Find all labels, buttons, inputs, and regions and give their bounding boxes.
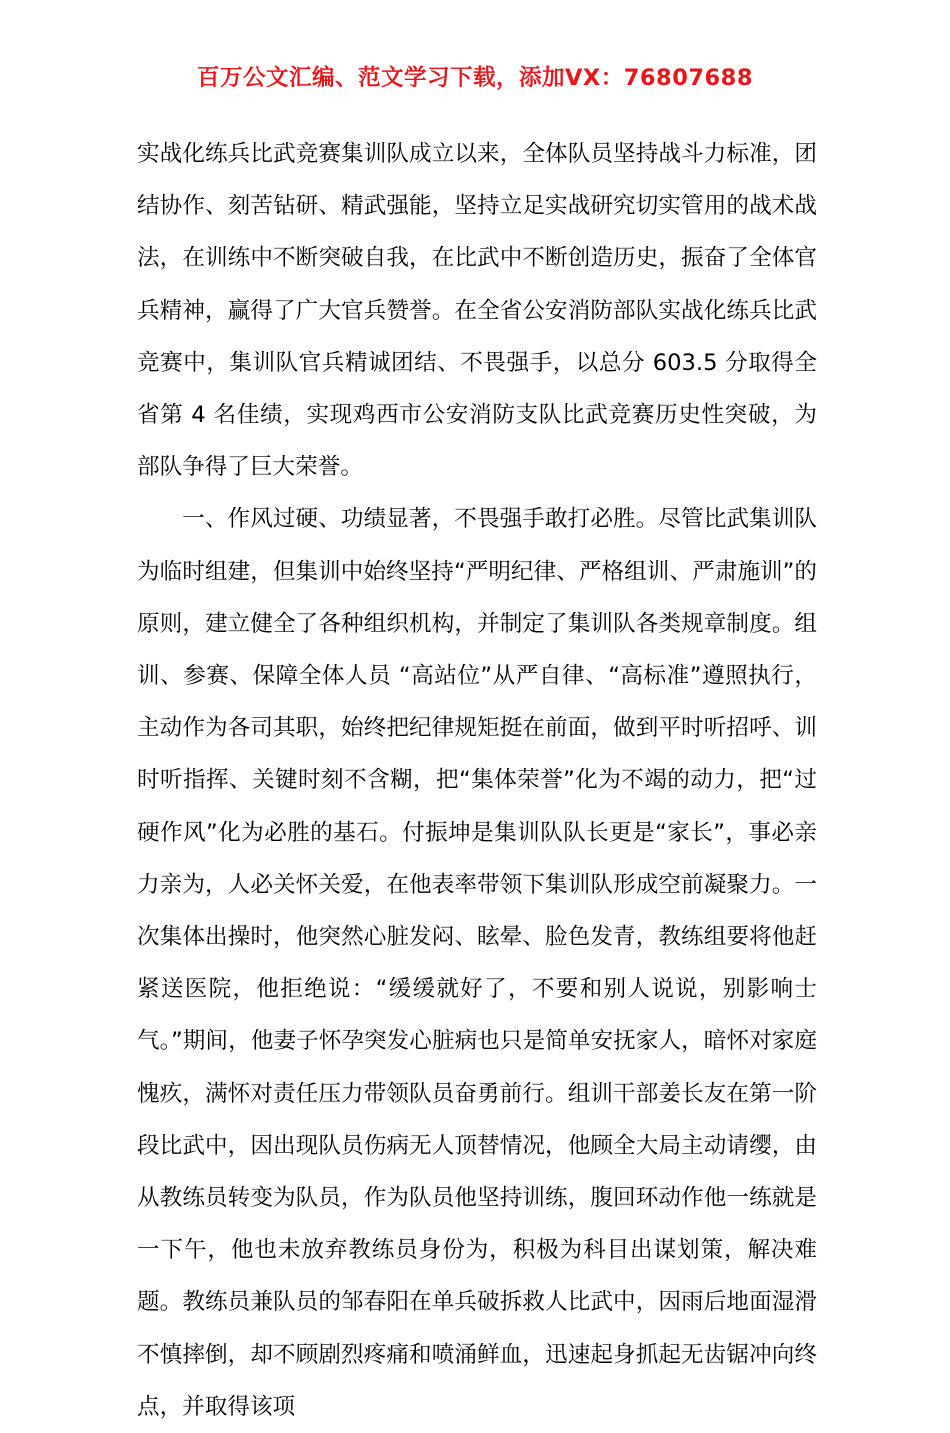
paragraph-2: 一、作风过硬、功绩显著，不畏强手敢打必胜。尽管比武集训队为临时组建，但集训中始终坚持“严明纪律、严格组训、严肃施训”的原则，建立健全了各种组织机构，并制定了集训队各类规章制度。组训、参赛、保障全体人员 “高站位”从严自律、“高标准”遵照执行，主动作为各司其职，始终把纪律规矩挺在前面，做到平时听招呼、训时听指挥、关键时刻不含糊，把“集体荣誉”化为不竭的动力，把“过硬作风”化为必胜的基石。付振坤是集训队队长更是“家长”，事必亲力亲为，人必关怀关爱，在他表率带领下集训队形成空前凝聚力。一次集体出操时，他突然心脏发闷、眩晕、脸色发青，教练组要将他赶紧送医院，他拒绝说：“缓缓就好了，不要和别人说说，别影响士气。”期间，他妻子怀孕突发心脏病也只是简单安抚家人，暗怀对家庭愧疚，满怀对责任压力带领队员奋勇前行。组训干部姜长友在第一阶段比武中，因出现队员伤病无人顶替情况，他顾全大局主动请缨，由从教练员转变为队员，作为队员他坚持训练，腹回环动作他一练就是一下午，他也未放弃教练员身份为，积极为科目出谋划策，解决难题。教练员兼队员的邹春阳在单兵破拆救人比武中，因雨后地面湿滑不慎摔倒，却不顾剧烈疼痛和喷涌鲜血，迅速起身抓起无齿锯冲向终点，并取得该项 [137,506,817,1420]
document-body [137,128,817,1433]
paragraph-1: 实战化练兵比武竞赛集训队成立以来，全体队员坚持战斗力标准，团结协作、刻苦钻研、精武强能，坚持立足实战研究切实管用的战术战法，在训练中不断突破自我，在比武中不断创造历史，振奋了全体官兵精神，赢得了广大官兵赞誉。在全省公安消防部队实战化练兵比武竞赛中，集训队官兵精诚团结、不畏强手，以总分 603.5 分取得全省第 4 名佳绩，实现鸡西市公安消防支队比武竞赛历史性突破，为部队争得了巨大荣誉。 [137,141,817,481]
promo-banner: 百万公文汇编、范文学习下载，添加VX：76807688 [196,65,753,91]
